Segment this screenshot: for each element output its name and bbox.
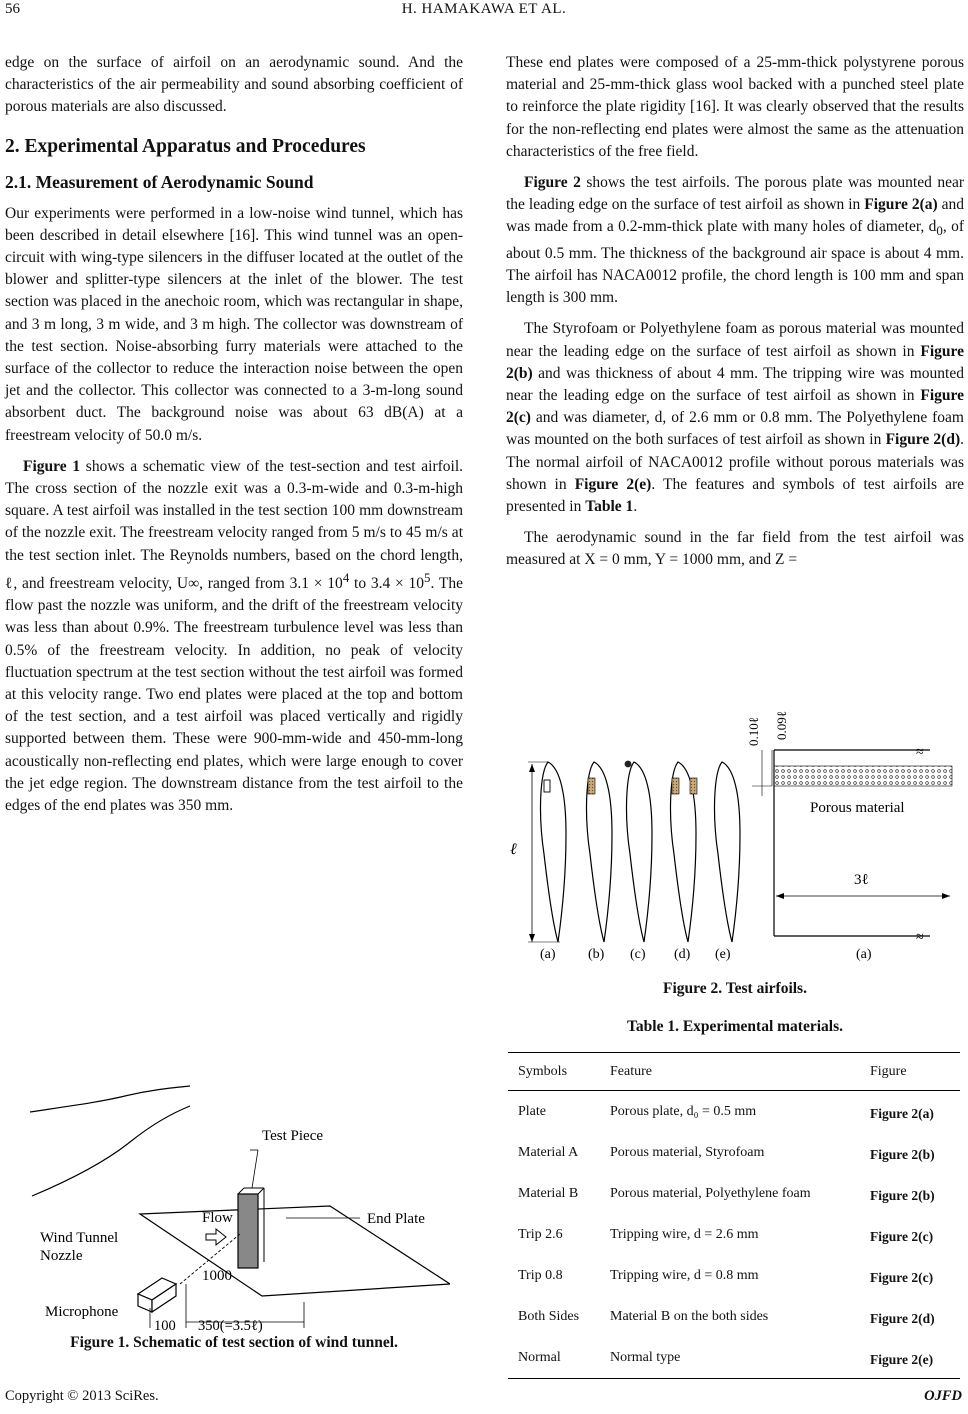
copyright-notice: Copyright © 2013 SciRes. <box>5 1388 159 1404</box>
journal-abbreviation: OJFD <box>924 1388 962 1404</box>
cell-symbol: Material A <box>518 1144 579 1160</box>
fig1-label-distance: 1000 <box>202 1268 232 1284</box>
airfoil-e <box>715 762 740 942</box>
section-heading: 2. Experimental Apparatus and Procedures <box>5 135 366 157</box>
cell-feature: Porous plate, d₀ = 0.5 mm <box>610 1103 757 1119</box>
figure-ref: Figure 2 <box>524 174 581 192</box>
page-header <box>0 0 968 24</box>
fig1-label-microphone: Microphone <box>45 1304 119 1320</box>
paragraph-text: . The features and symbols of test airfoils are presented in <box>506 475 964 515</box>
cell-symbol: Trip 0.8 <box>518 1267 563 1283</box>
porous-material-d-left <box>672 778 679 794</box>
column-header: Symbols <box>508 1053 600 1091</box>
fig2-label-010: 0.10ℓ <box>746 717 761 746</box>
fig2-label-d: (d) <box>674 947 691 962</box>
porous-material-b <box>588 778 595 794</box>
superscript: 5 <box>424 569 431 585</box>
cell-symbol: Plate <box>518 1103 546 1119</box>
column-header: Figure <box>860 1053 960 1091</box>
subsection-heading: 2.1. Measurement of Aerodynamic Sound <box>5 171 314 192</box>
cell-figure: Figure 2(a) <box>870 1105 934 1121</box>
cell-figure: Figure 2(d) <box>870 1310 935 1326</box>
column-header: Feature <box>600 1053 860 1091</box>
page-number: 56 <box>5 1 20 17</box>
paragraph-text: to 3.4 × 10 <box>349 575 425 593</box>
cell-figure: Figure 2(c) <box>870 1269 934 1285</box>
paragraph-text: . The normal airfoil of NACA0012 profile without porous materials was shown in <box>506 431 964 493</box>
cell-symbol: Trip 2.6 <box>518 1226 563 1242</box>
cell-feature: Tripping wire, d = 0.8 mm <box>610 1267 759 1283</box>
paragraph-figure2 <box>506 172 964 309</box>
cell-symbol: Both Sides <box>518 1308 580 1324</box>
figure-1-schematic <box>30 1084 450 1334</box>
paragraph-text: and was thickness of about 4 mm. The tripping wire was mounted near the leading edge on the surface of test airfoil as shown in <box>506 364 964 404</box>
cell-figure: Figure 2(b) <box>870 1146 935 1162</box>
paragraph-end-plates: These end plates were composed of a 25-mm-thick polystyrene porous material and 25-mm-thick glass wool backed with a punched steel plate to reinforce the plate rigidity [16]. It was clearly observed that the results for the non-reflecting end plates were almost the same as the attenuation characteristics of the free field. <box>506 54 964 160</box>
fig1-label-dim-350: 350(=3.5ℓ) <box>198 1318 263 1334</box>
cell-figure: Figure 2(e) <box>860 1337 960 1379</box>
test-piece-shape <box>238 1194 258 1268</box>
right-column <box>506 52 964 572</box>
paragraph-text: , of about 0.5 mm. The thickness of the background air space is about 4 mm. The airfoil has NACA0012 profile, the chord length is 100 mm and span length is 300 mm. <box>506 218 964 307</box>
fig1-label-nozzle-2: Nozzle <box>40 1248 83 1264</box>
fig1-label-test-piece: Test Piece <box>262 1128 324 1144</box>
fig2-label-b: (b) <box>588 947 605 962</box>
running-head: H. HAMAKAWA ET AL. <box>401 1 567 17</box>
cell-feature: Normal type <box>600 1337 860 1379</box>
fig2-label-a-plan: (a) <box>856 947 872 962</box>
flow-arrow <box>206 1229 226 1245</box>
tripping-wire-c <box>625 761 632 768</box>
table-header-row <box>508 1053 960 1091</box>
table-1-caption: Table 1. Experimental materials. <box>627 1018 843 1035</box>
paragraph-text: shows a schematic view of the test-section and test airfoil. The cross section of the nozzle exit was a 0.3-m-wide and 0.3-m-high square. A test airfoil was installed in the test section 100 mm downstream of the nozzle exit. The freestream velocity ranged from 5 m/s to 45 m/s at the test section inlet. The Reynolds numbers, based on the chord length, ℓ, and freestream velocity, U∞, ranged from 3.1 × 10 <box>5 457 464 593</box>
figure-1-caption: Figure 1. Schematic of test section of wind tunnel. <box>70 1334 398 1351</box>
left-column <box>5 52 463 817</box>
porous-plate-a <box>544 780 550 792</box>
table-row <box>508 1337 960 1379</box>
cell-figure: Figure 2(b) <box>870 1187 935 1203</box>
cell-feature: Tripping wire, d = 2.6 mm <box>610 1226 759 1242</box>
nozzle-curve-upper <box>30 1086 190 1112</box>
superscript: 4 <box>342 569 350 585</box>
break-symbol: ≈ <box>916 745 924 760</box>
fig1-label-dim-100: 100 <box>154 1318 176 1334</box>
cell-feature: Porous material, Styrofoam <box>610 1144 765 1160</box>
airfoil-c <box>627 762 652 942</box>
paragraph-text: shows the test airfoils. The porous plate was mounted near the leading edge on the surface of test airfoil as shown in <box>506 174 964 214</box>
fig2-label-c: (c) <box>630 947 646 962</box>
paragraph-porous-materials <box>506 318 964 518</box>
fig2-label-porous: Porous material <box>810 800 905 816</box>
paragraph-text: and was diameter, d, of 2.6 mm or 0.8 mm. The Polyethylene foam was mounted on the both surfaces of test airfoil as shown in <box>506 409 964 449</box>
materials-table <box>508 1052 960 1379</box>
figure-ref: Figure 2(e) <box>574 475 652 493</box>
fig1-label-flow: Flow <box>202 1210 233 1226</box>
porous-material-d-right <box>690 778 697 794</box>
cell-symbol: Normal <box>508 1337 600 1379</box>
figure-2-caption: Figure 2. Test airfoils. <box>663 980 807 997</box>
microphone-shape <box>138 1278 176 1312</box>
table-row <box>508 1296 960 1337</box>
fig1-label-end-plate: End Plate <box>367 1211 425 1227</box>
fig2-label-chord: ℓ <box>510 841 517 858</box>
fig2-label-009: 0.09ℓ <box>774 711 789 740</box>
paragraph-wind-tunnel: Our experiments were performed in a low-noise wind tunnel, which has been described in detail elsewhere [16]. This wind tunnel was an open-circuit with wing-type silencers in the diffuser located at the outlet of the blower and splitter-type silencers at the inlet of the blower. The test section was placed in the anechoic room, which was rectangular in shape, and 3 m long, 3 m wide, and 3 m high. The collector was downstream of the test section. Noise-absorbing furry materials were attached to the surface of the collector to reduce the interaction noise between the open jet and the collector. This collector was connected to a 3-m-long sound absorbent duct. The background noise was about 63 dB(A) at a freestream velocity of 50.0 m/s. <box>5 204 463 444</box>
table-row <box>508 1214 960 1255</box>
figure-ref: Figure 1 <box>23 457 81 475</box>
break-symbol: ≈ <box>916 930 924 945</box>
paragraph-figure1 <box>5 456 463 817</box>
paragraph-text: . <box>633 497 638 515</box>
fig2-label-span: 3ℓ <box>854 872 869 888</box>
figure-ref: Figure 2(b) <box>506 342 964 382</box>
cell-feature: Porous material, Polyethylene foam <box>610 1185 811 1201</box>
paragraph-measurement: The aerodynamic sound in the far field from the test airfoil was measured at X = 0 mm, Y = 1000 mm, and Z = <box>506 529 964 569</box>
figure-ref: Figure 2(a) <box>864 196 938 214</box>
fig2-label-e: (e) <box>715 947 731 962</box>
porous-plate-strip <box>774 766 952 786</box>
subscript: 0 <box>936 223 943 239</box>
table-row <box>508 1173 960 1214</box>
table-row <box>508 1255 960 1296</box>
figure-2-airfoils <box>510 684 965 964</box>
fig2-label-a: (a) <box>540 947 556 962</box>
table-ref: Table 1 <box>585 497 634 515</box>
intro-paragraph: edge on the surface of airfoil on an aerodynamic sound. And the characteristics of the air permeability and sound absorbing coefficient of porous materials are also discussed. <box>5 54 463 116</box>
cell-symbol: Material B <box>518 1185 579 1201</box>
paragraph-text: . The flow past the nozzle was uniform, and the drift of the freestream velocity was less than about 0.9%. The freestream turbulence level was less than 0.5% of the freestream velocity. In addition, no peak of velocity fluctuation spectrum at the test section without the test airfoil was formed at this velocity range. Two end plates were placed at the top and bottom of the test section, and a test airfoil was placed vertically and rigidly supported between them. These were 900-mm-wide and 450-mm-long acoustically non-reflecting end plates, which were large enough to cover the jet edge region. The downstream distance from the test airfoil to the edges of the end plates was 350 mm. <box>5 575 463 815</box>
fig1-label-nozzle-1: Wind Tunnel <box>40 1230 119 1246</box>
paragraph-text: The Styrofoam or Polyethylene foam as porous material was mounted near the leading edge on the surface of test airfoil as shown in <box>506 320 964 360</box>
cell-figure: Figure 2(c) <box>870 1228 934 1244</box>
cell-feature: Material B on the both sides <box>610 1308 769 1324</box>
figure-ref: Figure 2(c) <box>506 386 964 427</box>
table-row <box>508 1091 960 1133</box>
table-row <box>508 1132 960 1173</box>
paragraph-text: and was made from a 0.2-mm-thick plate with many holes of diameter, d <box>506 196 964 236</box>
nozzle-curve-lower <box>32 1106 190 1196</box>
figure-ref: Figure 2(d) <box>885 431 961 449</box>
